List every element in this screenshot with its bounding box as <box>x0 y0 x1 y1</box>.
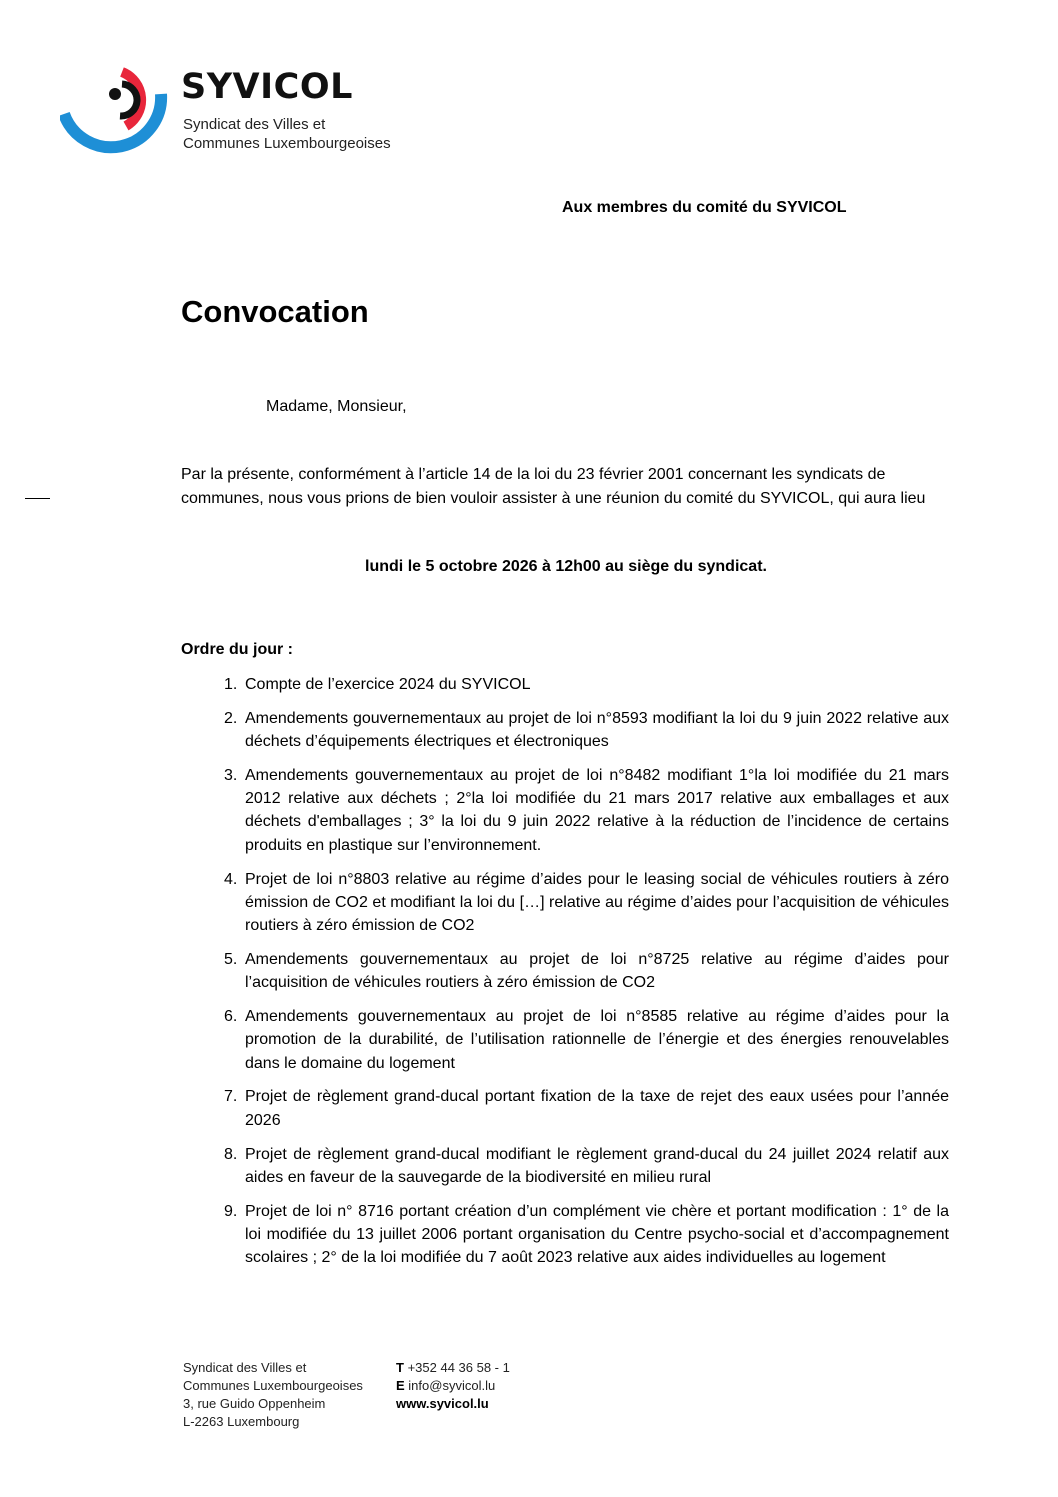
footer-address-line: L-2263 Luxembourg <box>183 1414 300 1429</box>
footer-contact <box>396 1359 510 1413</box>
footer-phone-label: T <box>396 1360 404 1375</box>
logo-dark-arc <box>120 84 137 116</box>
footer-address-line: Syndicat des Villes et <box>183 1360 307 1375</box>
agenda-item <box>181 948 949 995</box>
agenda-item-number: 3. <box>224 766 238 784</box>
brand-name: SYVICOL <box>181 67 353 107</box>
footer-email[interactable] <box>396 1377 510 1395</box>
agenda-item-number: 1. <box>224 676 238 693</box>
agenda-item-text: Amendements gouvernementaux au projet de loi n°8585 relative au régime d’aides pour la promotion de la durabilité, de l’utilisation rationnelle de l’énergie et des énergies renouvelables dans le domaine du logement <box>245 1008 949 1072</box>
agenda-list <box>181 673 949 1280</box>
footer-phone-number: +352 44 36 58 - 1 <box>407 1360 510 1375</box>
agenda-item-text: Compte de l’exercice 2024 du SYVICOL <box>245 676 531 693</box>
brand-tagline <box>183 115 391 153</box>
agenda-item-text: Projet de loi n° 8716 portant création d’un complément vie chère et portant modification : 1° de la loi modifiée du 13 juillet 2006 portant organisation du Centre psycho-social et d’accompagnement scolaires ; 2° de la loi modifiée du 7 août 2023 relative aux aides individuelles au logement <box>245 1202 949 1267</box>
greeting: Madame, Monsieur, <box>266 398 407 415</box>
agenda-heading: Ordre du jour : <box>181 641 293 658</box>
page-title: Convocation <box>181 294 369 329</box>
footer-email-label: E <box>396 1378 405 1393</box>
meeting-date: lundi le 5 octobre 2026 à 12h00 au siège du syndicat. <box>365 558 767 575</box>
recipient-line: Aux membres du comité du SYVICOL <box>562 199 847 216</box>
agenda-item <box>181 1005 949 1075</box>
fold-mark <box>25 498 50 499</box>
agenda-item-text: Amendements gouvernementaux au projet de loi n°8593 modifiant la loi du 9 juin 2022 relative aux déchets d’équipements électriques et électroniques <box>245 709 949 751</box>
footer-address <box>183 1359 363 1431</box>
brand-tagline-line2: Communes Luxembourgeoises <box>183 135 391 152</box>
agenda-item-number: 8. <box>224 1145 238 1163</box>
footer-address-line: Communes Luxembourgeoises <box>183 1378 363 1393</box>
logo-blue-arc <box>64 94 161 147</box>
agenda-item <box>181 868 949 938</box>
agenda-item <box>181 1085 949 1132</box>
agenda-item <box>181 707 949 754</box>
agenda-item-number: 7. <box>224 1088 238 1106</box>
agenda-item-text: Projet de règlement grand-ducal modifiant le règlement grand-ducal du 24 juillet 2024 relatif aux aides en faveur de la sauvegarde de la biodiversité en milieu rural <box>245 1145 949 1186</box>
agenda-item-text: Amendements gouvernementaux au projet de loi n°8725 relative au régime d’aides pour l’acquisition de véhicules routiers à zéro émission de CO2 <box>245 950 949 992</box>
footer-phone <box>396 1359 510 1377</box>
agenda-item-text: Projet de loi n°8803 relative au régime d’aides pour le leasing social de véhicules routiers à zéro émission de CO2 et modifiant la loi du […] relative au régime d’aides pour l’acquisition de véhicules routiers à zéro émission de CO2 <box>245 870 949 935</box>
agenda-item-number: 9. <box>224 1202 238 1220</box>
footer-website-link[interactable]: www.syvicol.lu <box>396 1396 489 1411</box>
syvicol-logo <box>60 64 172 156</box>
agenda-item-number: 2. <box>224 709 238 727</box>
agenda-item <box>181 1200 949 1270</box>
agenda-item-number: 4. <box>224 870 238 888</box>
agenda-item-number: 5. <box>224 950 238 968</box>
footer-email-address[interactable]: info@syvicol.lu <box>408 1378 496 1393</box>
agenda-item <box>181 1143 949 1190</box>
agenda-item-text: Amendements gouvernementaux au projet de loi n°8482 modifiant 1°la loi modifiée du 21 mars 2012 relative aux déchets ; 2°la loi modifiée du 21 mars 2017 relative aux emballages et aux déchets d'emballages ; 3° la loi du 9 juin 2022 relative à la réduction de l’incidence de certains produits en plastique sur l’environnement. <box>245 766 949 854</box>
agenda-item <box>181 764 949 857</box>
footer-address-line: 3, rue Guido Oppenheim <box>183 1396 326 1411</box>
agenda-item-number: 6. <box>224 1008 238 1026</box>
intro-paragraph: Par la présente, conformément à l’article 14 de la loi du 23 février 2001 concernant les syndicats de communes, nous vous prions de bien vouloir assister à une réunion du comité du SYVICOL, qui aura lieu <box>181 466 926 507</box>
agenda-item <box>181 673 949 696</box>
logo-dot <box>109 88 121 100</box>
brand-tagline-line1: Syndicat des Villes et <box>183 116 326 133</box>
agenda-item-text: Projet de règlement grand-ducal portant fixation de la taxe de rejet des eaux usées pour l’année 2026 <box>245 1088 949 1129</box>
